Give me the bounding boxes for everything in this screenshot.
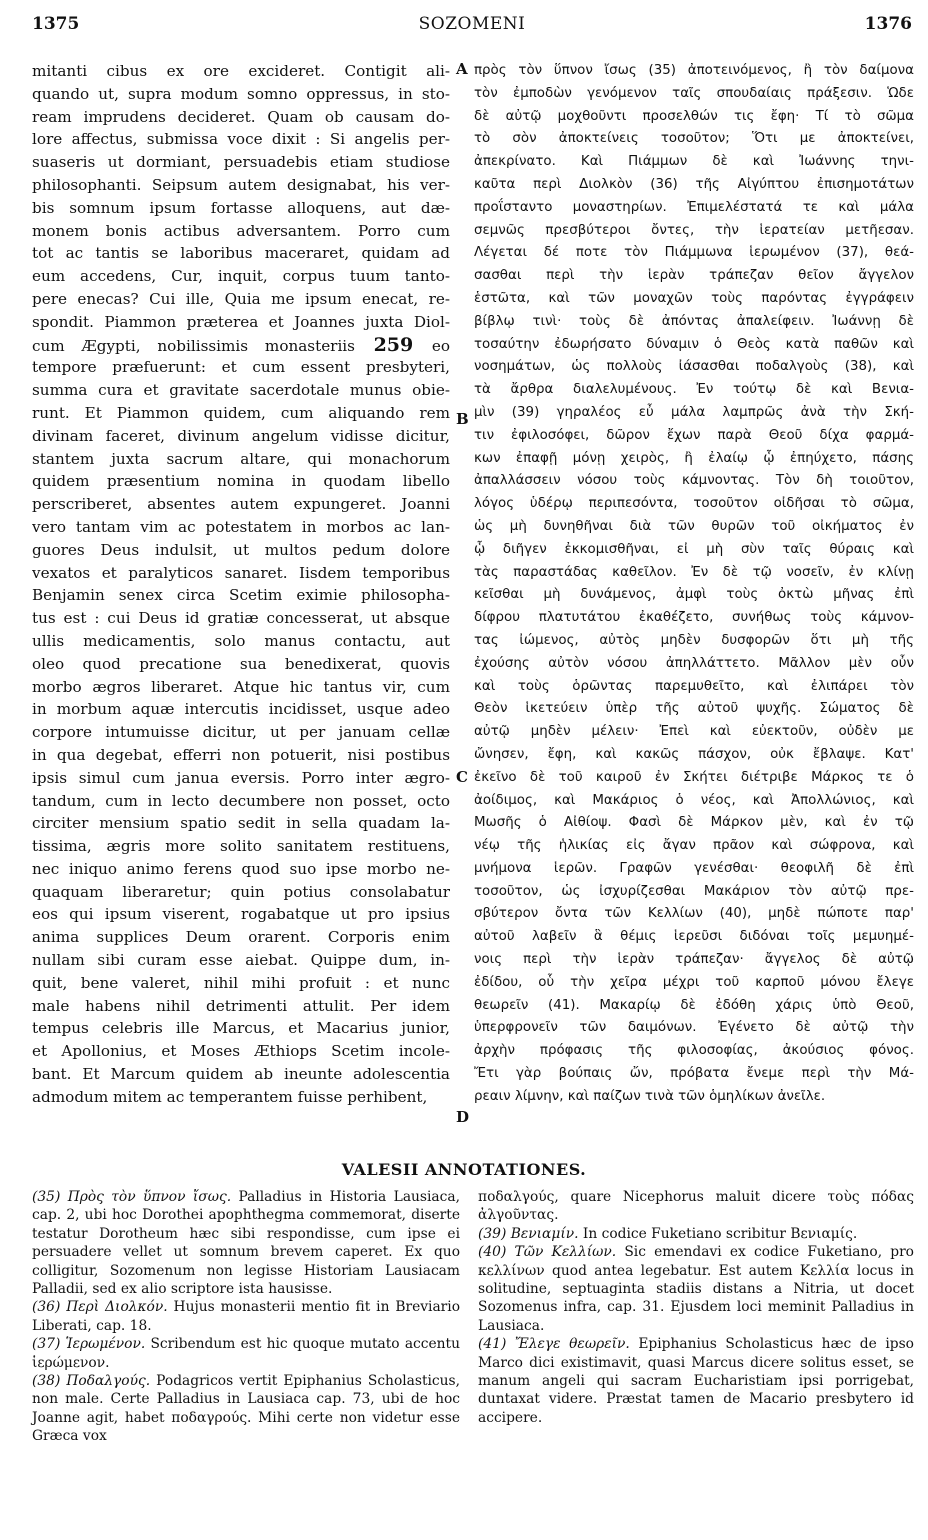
text-line: philosophanti. Seipsum autem designabat, his ver- [32, 175, 450, 194]
text-line: ullis medicamentis, solo manus contactu, aut [32, 631, 450, 650]
note-text: ποδαλγούς, quare Nicephorus maluit dicere τοὺς πόδας ἀλγοῦντας. [478, 1189, 914, 1224]
text-line: ρεαιν λίμνην, καὶ παίζων τινὰ τῶν ὁμηλίκων ἀνεῖλε. [474, 1088, 826, 1104]
text-line: bis somnum ipsum fortasse alloquens, aut dæ- [32, 198, 450, 217]
latin-column [32, 60, 450, 1109]
text-line: stantem juxta sacrum altare, qui monachorum [32, 449, 450, 468]
text-line: eos qui ipsum viserent, rogabatque ut pro ipsius [32, 905, 450, 924]
text-line: nullam sibi curam esse aiebat. Quippe dum, in- [32, 951, 450, 970]
text-line: divinam faceret, divinum angelum vidisse dicitur, [32, 426, 450, 445]
text-line: pere enecas? Cui ille, Quia me ipsum enecat, re- [32, 289, 450, 308]
note-label: (37) Ἱερωμένον. [32, 1336, 146, 1353]
text-line: ipsis simul cum janua eversis. Porro inter ægro- [32, 768, 450, 787]
text-line: perscriberet, absentes autem expungeret. Joanni [32, 495, 450, 514]
text-line: Λέγεται δέ ποτε τὸν Πιάμμωνα ἱερωμένον (37), θεά- [474, 245, 914, 261]
text-line: κων ἐπαφῇ μόνῃ χειρὸς, ἢ ἐλαίῳ ᾧ ἐπηύχετο, πάσης [474, 450, 914, 466]
text-line: guores Deus indulsit, ut multos pedum dolore [32, 540, 450, 559]
text-line: tus est : cui Deus id gratiæ concesserat, ut absque [32, 609, 450, 628]
text-line: tempus celebris ille Marcus, et Macarius junior, [32, 1019, 450, 1038]
note-text: Hujus monasterii mentio fit in Breviario Liberati, cap. 18. [32, 1299, 460, 1334]
text-line: vexatos et paralyticos sanaret. Iisdem temporibus [32, 563, 450, 582]
text-line: oleo quod precatione sua benedixerat, quovis [32, 654, 450, 673]
text-line: quando ut, supra modum somno oppressus, in sto- [32, 84, 450, 103]
notes-left-column [32, 1188, 460, 1446]
text-line: et Apollonius, et Moses Æthiops Scetim incole- [32, 1042, 450, 1061]
text-line: ὤνησεν, ἔφη, καὶ κακῶς πάσχον, οὐκ ἔβλαψε. Κατ' [474, 746, 914, 762]
text-line: ἐδίδου, οὗ τὴν χεῖρα μέχρι τοῦ καρποῦ μόνου ἔλεγε [474, 974, 914, 990]
text-line: admodum mitem ac temperantem fuisse perhibent, [32, 1087, 428, 1106]
text-line: σασθαι περὶ τὴν ἱερὰν τράπεζαν θεῖον ἄγγελον [474, 268, 914, 284]
text-line: spondit. Piammon præterea et Joannes juxta Diol- [32, 312, 450, 331]
text-line: τὸ σὸν ἀποκτείνεις τοσοῦτον; Ὅτι με ἀποκτείνει, [474, 131, 914, 147]
text-line: summa cura et gravitate sacerdotale munus obie- [32, 381, 450, 400]
text-line: ἀοίδιμος, καὶ Μακάριος ὁ νέος, καὶ Ἀπολλώνιος, καὶ [474, 792, 914, 808]
text-line: ἑστῶτα, καὶ τῶν μοναχῶν τοὺς παρόντας ἐγγράφειν [474, 290, 914, 306]
text-line: τιν ἐφιλοσόφει, δῶρον ἔχων παρὰ Θεοῦ δίχα φαρμά- [474, 427, 914, 443]
text-line: quit, bene valeret, nihil mihi profuit : et nunc [32, 973, 450, 992]
text-line: καῦτα περὶ Διολκὸν (36) τῆς Αἰγύπτου ἐπισημοτάτων [474, 176, 914, 192]
text-line: μὶν (39) γηραλέος εὖ μάλα λαμπρῶς ἀνὰ τὴν Σκή- [474, 404, 914, 420]
text-line: in qua degebat, efferri non potuerit, nisi postibus [32, 745, 450, 764]
note-text: In codice Fuketiano scribitur Βενιαμίς. [578, 1225, 858, 1242]
text-line: τας ἰώμενος, αὐτὸς μηδὲν δυσφορῶν ὅτι μὴ τῆς [474, 632, 914, 648]
text-line: ἐκεῖνο δὲ τοῦ καιροῦ ἐν Σκήτει διέτριβε Μάρκος τε ὁ [474, 769, 914, 785]
text-line: ἀρχὴν πρόφασις τῆς φιλοσοφίας, ἀκούσιος φόνος. [474, 1043, 914, 1059]
margin-letter-d: D [456, 1108, 470, 1126]
text-line: bant. Et Marcum quidem ab ineunte adolescentia [32, 1065, 450, 1084]
text-line: Ἔτι γὰρ βούπαις ὤν, πρόβατα ἔνεμε περὶ τὴν Μά- [474, 1066, 914, 1082]
running-title: SOZOMENI [418, 14, 526, 34]
note-text: Palladius in Historia Lausiaca, cap. 2, ubi hoc Dorothei apophthegma commemorat, diserte testatur Dorotheum hæc sibi respondisse, cum ipse ei persuadere vellet ut somnum brevem caperet. Ex quo colligitur, Sozomenum non legisse Historiam Lausiacam Palladii, sed ex alio scriptore ista hausisse. [32, 1189, 460, 1298]
text-line: cum Ægypti, nobilissimis monasteriis 259 eo [32, 333, 450, 356]
text-line: runt. Et Piammon quidem, cum aliquando rem [32, 403, 450, 422]
text-line: ream imprudens decideret. Quam ob causam do- [32, 107, 450, 126]
text-line: σεμνῶς πρεσβύτεροι ὄντες, τὴν ἱερατείαν μετῆεσαν. [474, 222, 914, 238]
note-label: (41) Ἔλεγε θεωρεῖν. [478, 1336, 630, 1353]
text-line: lore affectus, submissa voce dixit : Si angelis per- [32, 130, 450, 149]
text-line: tempore præfuerunt: et cum essent presbyteri, [32, 358, 450, 377]
text-line: tot ac tantis se laboribus maceraret, quidam ad [32, 244, 450, 263]
notes-right-column [478, 1188, 914, 1427]
text-line: μνήμονα ἱερῶν. Γραφῶν γενέσθαι· θεοφιλῆ δὲ ἐπὶ [474, 860, 914, 876]
greek-column [474, 60, 914, 1109]
margin-letter-b: B [456, 410, 469, 428]
text-line: morbo ægros liberaret. Atque hic tantus vir, cum [32, 677, 450, 696]
annotation-note [32, 1372, 460, 1446]
text-line: Μωσῆς ὁ Αἰθίοψ. Φασὶ δὲ Μάρκον μὲν, καὶ ἐν τῷ [474, 815, 914, 831]
note-label: (39) Βενιαμίν. [478, 1225, 579, 1242]
text-line: suaseris ut dormiant, persuadebis etiam studiose [32, 153, 450, 172]
note-label: (35) Πρὸς τὸν ὕπνον ἴσως. [32, 1189, 232, 1205]
text-line: βίβλῳ τινὶ· τοὺς δὲ ἀπόντας ἀπαλείφειν. Ἰωάννῃ δὲ [474, 313, 914, 329]
text-line: eum accedens, Cur, inquit, corpus tuum tanto- [32, 267, 450, 286]
note-text: Epiphanius Scholasticus hæc de ipso Marco dici existimavit, quasi Marcus dicere solitus esset, se manum angeli qui sacram Eucharistiam ipsi porrigebat, duntaxat videre. Præstat tamen de Macario presbytero id accipere. [478, 1336, 914, 1426]
text-line: ὡς μὴ δυνηθῆναι διὰ τῶν θυρῶν τοῦ οἰκήματος ἐν [474, 518, 914, 534]
annotation-note [478, 1243, 914, 1335]
text-line: νοις περὶ τὴν ἱερὰν τράπεζαν· ἄγγελος δὲ αὐτῷ [474, 952, 914, 968]
text-line: τὰς παραστάδας καθεῖλον. Ἐν δὲ τῷ νοσεῖν, ἐν κλίνῃ [474, 564, 914, 580]
annotation-note [32, 1335, 460, 1372]
note-text: Sic emendavi ex codice Fuketiano, pro κελλίνων quod antea legebatur. Est autem Κελλία locus in solitudine, septuaginta stadiis distans a Nitria, ut docet Sozomenus infra, cap. 31. Ejusdem loci meminit Palladius in Lausiaca. [478, 1244, 914, 1334]
margin-letter-a: A [456, 60, 468, 78]
annotation-note [32, 1188, 460, 1298]
text-line: κεῖσθαι μὴ δυνάμενος, ἀμφὶ τοὺς ὀκτὼ μῆνας ἐπὶ [474, 587, 914, 603]
note-label: (40) Τῶν Κελλίων. [478, 1244, 617, 1261]
text-line: vero tantam vim ac potestatem in morbos ac lan- [32, 517, 450, 536]
text-line: ὑπερφρονεῖν τῶν δαιμόνων. Ἐγένετο δὲ αὐτῷ τὴν [474, 1020, 914, 1036]
text-line: σβύτερον ὄντα τῶν Κελλίων (40), μηδὲ πώποτε παρ' [474, 906, 914, 922]
text-fragment: eo [431, 336, 450, 355]
text-line: τοσαύτην ἐδωρήσατο δύναμιν ὁ Θεὸς κατὰ παθῶν καὶ [474, 336, 914, 352]
text-line: αὐτοῦ λαβεῖν ἃ θέμις ἱερεῦσι διδόναι τοῖς μεμυημέ- [474, 929, 914, 945]
text-line: τὸν ἐμποδὼν γενόμενον ταῖς σπουδαίαις πράξεσιν. Ὡδε [474, 85, 914, 101]
text-line: mitanti cibus ex ore excideret. Contigit ali- [32, 62, 450, 80]
text-line: nec iniquo animo ferens quod suo ipse morbo ne- [32, 859, 450, 878]
annotation-note [478, 1225, 914, 1243]
text-line: τὰ ἄρθρα διαλελυμένους. Ἐν τούτῳ δὲ καὶ Βενια- [474, 382, 914, 398]
annotation-note [478, 1188, 914, 1225]
text-line: θεωρεῖν (41). Μακαρίῳ δὲ ἐδόθη χάρις ὑπὸ Θεοῦ, [474, 997, 914, 1013]
page-number-left: 1375 [32, 14, 80, 34]
text-line: corpore intumuisse dicitur, ut per januam cellæ [32, 723, 450, 742]
text-line: ἀπαλλάσσειν νόσου τοὺς κάμνοντας. Τὸν δὴ τοιοῦτον, [474, 473, 914, 489]
note-label: (36) Περὶ Διολκόν. [32, 1299, 168, 1316]
text-line: καὶ τοὺς ὁρῶντας παρεμυθεῖτο, καὶ ἐλιπάρει τὸν [474, 678, 914, 694]
text-line: quidem præsentium nomina in quodam libello [32, 472, 450, 491]
margin-letter-c: C [456, 768, 468, 786]
annotation-note [478, 1335, 914, 1427]
annotation-note [32, 1298, 460, 1335]
text-line: τοσοῦτον, ὡς ἰσχυρίζεσθαι Μακάριον τὸν αὐτῷ πρε- [474, 883, 914, 899]
text-line: monem bonis actibus adversantem. Porro cum [32, 221, 450, 240]
text-line: νοσημάτων, ὡς πολλοὺς ἰάσασθαι ποδαλγοὺς (38), καὶ [474, 359, 914, 375]
text-line: in morbum aquæ intercutis incidisset, usque adeo [32, 700, 450, 719]
text-line: δὲ αὐτῷ μοχθοῦντι προσελθών τις ἔφη· Τί τὸ σῶμα [474, 108, 914, 124]
text-line: tissima, ægris more solito sanitatem restituens, [32, 837, 450, 856]
note-text: Scribendum est hic quoque mutato accentu ἱερώμενον. [32, 1336, 460, 1371]
text-line: quaquam liberaretur; quin potius consolabatur [32, 882, 450, 901]
text-line: λόγος ὑδέρῳ περιπεσόντα, τοσοῦτον οἰδῆσαι τὸ σῶμα, [474, 496, 914, 512]
column-number: 259 [354, 333, 432, 356]
text-line: Benjamin senex circa Scetim eximie philosopha- [32, 586, 450, 605]
text-line: anima supplices Deum orarent. Corporis enim [32, 928, 450, 947]
text-line: δίφρου πλατυτάτου ἐκαθέζετο, συνήθως τοὺς κάμνον- [474, 610, 914, 626]
text-line: Θεὸν ἱκετεύειν ὑπὲρ τῆς αὐτοῦ ψυχῆς. Σώματος δὲ [474, 701, 914, 717]
text-line: νέῳ τῆς ἡλικίας εἰς ἄγαν πρᾶον καὶ σώφρονα, καὶ [474, 838, 914, 854]
text-line: circiter mensium spatio sedit in sella quadam la- [32, 814, 450, 833]
text-line: πρὸς τὸν ὕπνον ἴσως (35) ἀποτεινόμενος, ἢ τὸν δαίμονα [474, 63, 914, 78]
text-line: male habens nihil detrimenti attulit. Per idem [32, 996, 450, 1015]
notes-title: VALESII ANNOTATIONES. [341, 1160, 587, 1179]
text-line: ἀπεκρίνατο. Καὶ Πιάμμων δὲ καὶ Ἰωάννης τηνι- [474, 154, 914, 170]
text-line: ἐχούσης αὐτὸν νόσου ἀπηλλάττετο. Μᾶλλον μὲν οὖν [474, 655, 914, 671]
text-line: ᾧ διῆγεν ἐκκομισθῆναι, εἰ μὴ σὺν ταῖς θύραις καὶ [474, 541, 914, 557]
text-line: προΐσταντο μοναστηρίων. Ἐπιμελέστατά τε καὶ μάλα [474, 199, 914, 215]
page-number-right: 1376 [864, 14, 912, 34]
page-header [32, 14, 912, 38]
note-text: Podagricos vertit Epiphanius Scholasticus, non male. Certe Palladius in Lausiaca cap. 73, ubi de hoc Joanne agit, habet ποδαγρούς. Mihi certe non videtur esse Græca vox [32, 1373, 461, 1445]
text-line: αὐτῷ μηδὲν μέλειν· Ἐπεὶ καὶ εὐεκτοῦν, οὐδὲν με [474, 724, 914, 740]
text-line: tandum, cum in lecto decumbere non posset, octo [32, 791, 450, 810]
note-label: (38) Ποδαλγούς. [32, 1373, 151, 1390]
